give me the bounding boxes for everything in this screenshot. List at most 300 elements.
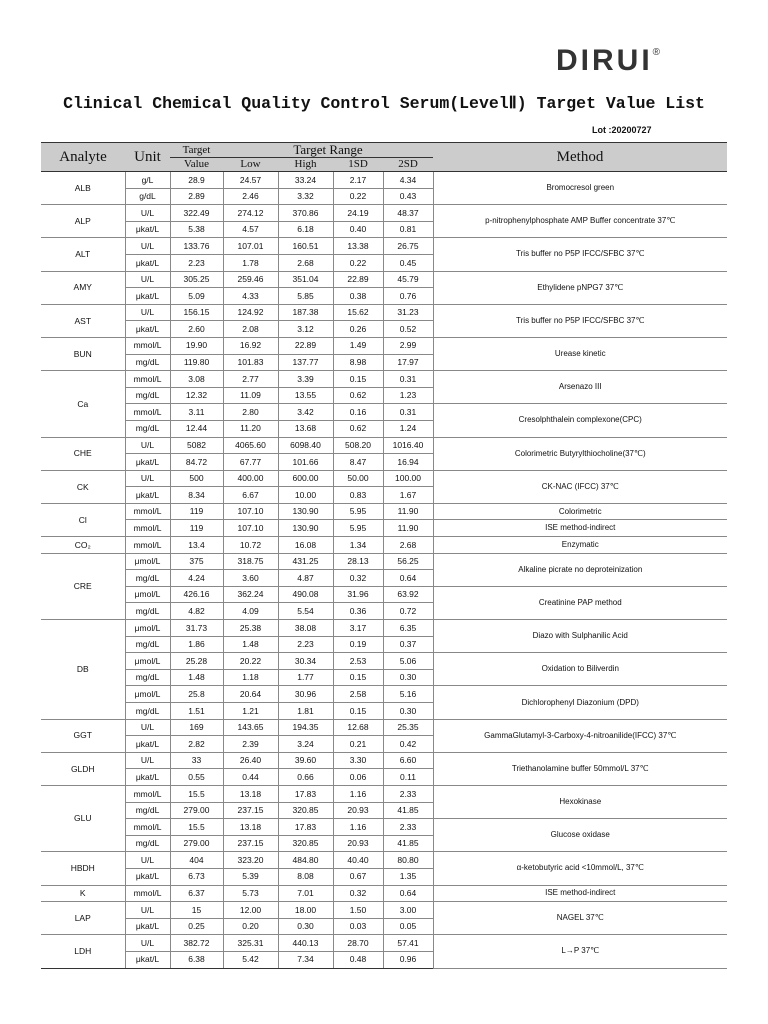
method-cell: NAGEL 37℃ bbox=[433, 902, 727, 935]
low-cell: 143.65 bbox=[223, 719, 278, 736]
unit-cell: U/L bbox=[125, 271, 170, 288]
sd2-cell: 2.68 bbox=[383, 537, 433, 554]
high-cell: 137.77 bbox=[278, 354, 333, 371]
unit-cell: μkat/L bbox=[125, 254, 170, 271]
sd2-cell: 1016.40 bbox=[383, 437, 433, 454]
target-value-cell: 119 bbox=[170, 520, 223, 537]
header-1sd: 1SD bbox=[333, 158, 383, 172]
sd1-cell: 13.38 bbox=[333, 238, 383, 255]
target-value-cell: 6.37 bbox=[170, 885, 223, 902]
sd1-cell: 0.16 bbox=[333, 404, 383, 421]
low-cell: 3.60 bbox=[223, 570, 278, 587]
high-cell: 6098.40 bbox=[278, 437, 333, 454]
analyte-cell: CRE bbox=[41, 553, 125, 619]
low-cell: 11.20 bbox=[223, 420, 278, 437]
table-row bbox=[41, 404, 727, 421]
low-cell: 4.33 bbox=[223, 288, 278, 305]
table-row bbox=[41, 371, 727, 388]
method-cell: Dichlorophenyl Diazonium (DPD) bbox=[433, 686, 727, 719]
low-cell: 67.77 bbox=[223, 454, 278, 471]
unit-cell: mmol/L bbox=[125, 337, 170, 354]
target-value-cell: 3.11 bbox=[170, 404, 223, 421]
sd1-cell: 24.19 bbox=[333, 205, 383, 222]
high-cell: 2.23 bbox=[278, 636, 333, 653]
header-target-line2: Value bbox=[170, 158, 223, 172]
method-cell: Colorimetric Butyrylthiocholine(37℃) bbox=[433, 437, 727, 470]
unit-cell: mg/dL bbox=[125, 603, 170, 620]
analyte-cell: ALT bbox=[41, 238, 125, 271]
method-cell: p-nitrophenylphosphate AMP Buffer concentrate 37℃ bbox=[433, 205, 727, 238]
table-row bbox=[41, 785, 727, 802]
low-cell: 11.09 bbox=[223, 387, 278, 404]
low-cell: 2.39 bbox=[223, 736, 278, 753]
table-row bbox=[41, 902, 727, 919]
sd1-cell: 0.03 bbox=[333, 918, 383, 935]
target-value-cell: 0.25 bbox=[170, 918, 223, 935]
method-cell: Hexokinase bbox=[433, 785, 727, 818]
high-cell: 490.08 bbox=[278, 586, 333, 603]
sd1-cell: 5.95 bbox=[333, 503, 383, 520]
sd2-cell: 1.35 bbox=[383, 868, 433, 885]
sd2-cell: 16.94 bbox=[383, 454, 433, 471]
target-value-cell: 382.72 bbox=[170, 935, 223, 952]
unit-cell: μkat/L bbox=[125, 918, 170, 935]
method-cell: Urease kinetic bbox=[433, 337, 727, 370]
high-cell: 101.66 bbox=[278, 454, 333, 471]
target-value-cell: 375 bbox=[170, 553, 223, 570]
high-cell: 38.08 bbox=[278, 620, 333, 637]
sd1-cell: 0.15 bbox=[333, 703, 383, 720]
sd2-cell: 26.75 bbox=[383, 238, 433, 255]
low-cell: 1.48 bbox=[223, 636, 278, 653]
sd1-cell: 0.48 bbox=[333, 951, 383, 968]
high-cell: 1.77 bbox=[278, 669, 333, 686]
header-analyte: Analyte bbox=[41, 143, 125, 172]
sd2-cell: 41.85 bbox=[383, 802, 433, 819]
sd1-cell: 0.36 bbox=[333, 603, 383, 620]
high-cell: 5.85 bbox=[278, 288, 333, 305]
method-cell: α-ketobutyric acid <10mmol/L, 37℃ bbox=[433, 852, 727, 885]
sd2-cell: 41.85 bbox=[383, 835, 433, 852]
low-cell: 13.18 bbox=[223, 785, 278, 802]
target-value-cell: 279.00 bbox=[170, 802, 223, 819]
sd2-cell: 4.34 bbox=[383, 172, 433, 189]
sd2-cell: 45.79 bbox=[383, 271, 433, 288]
sd1-cell: 0.38 bbox=[333, 288, 383, 305]
target-value-cell: 25.8 bbox=[170, 686, 223, 703]
header-target-range: Target Range bbox=[223, 143, 433, 158]
unit-cell: U/L bbox=[125, 437, 170, 454]
sd1-cell: 3.30 bbox=[333, 752, 383, 769]
unit-cell: g/dL bbox=[125, 188, 170, 205]
unit-cell: mmol/L bbox=[125, 537, 170, 554]
unit-cell: μmol/L bbox=[125, 553, 170, 570]
target-value-cell: 8.34 bbox=[170, 487, 223, 504]
sd1-cell: 1.34 bbox=[333, 537, 383, 554]
unit-cell: μmol/L bbox=[125, 653, 170, 670]
high-cell: 6.18 bbox=[278, 221, 333, 238]
unit-cell: mg/dL bbox=[125, 387, 170, 404]
low-cell: 400.00 bbox=[223, 470, 278, 487]
method-cell: Tris buffer no P5P IFCC/SFBC 37℃ bbox=[433, 238, 727, 271]
sd1-cell: 0.26 bbox=[333, 321, 383, 338]
high-cell: 13.68 bbox=[278, 420, 333, 437]
high-cell: 8.08 bbox=[278, 868, 333, 885]
sd2-cell: 25.35 bbox=[383, 719, 433, 736]
sd1-cell: 0.22 bbox=[333, 188, 383, 205]
sd2-cell: 0.37 bbox=[383, 636, 433, 653]
target-value-cell: 19.90 bbox=[170, 337, 223, 354]
high-cell: 13.55 bbox=[278, 387, 333, 404]
low-cell: 0.44 bbox=[223, 769, 278, 786]
high-cell: 0.66 bbox=[278, 769, 333, 786]
low-cell: 26.40 bbox=[223, 752, 278, 769]
low-cell: 20.22 bbox=[223, 653, 278, 670]
unit-cell: mg/dL bbox=[125, 354, 170, 371]
low-cell: 318.75 bbox=[223, 553, 278, 570]
high-cell: 3.42 bbox=[278, 404, 333, 421]
sd1-cell: 0.83 bbox=[333, 487, 383, 504]
unit-cell: μkat/L bbox=[125, 487, 170, 504]
registered-mark: ® bbox=[652, 47, 661, 58]
sd1-cell: 28.13 bbox=[333, 553, 383, 570]
low-cell: 2.08 bbox=[223, 321, 278, 338]
sd1-cell: 0.21 bbox=[333, 736, 383, 753]
analyte-cell: HBDH bbox=[41, 852, 125, 885]
unit-cell: mmol/L bbox=[125, 520, 170, 537]
sd2-cell: 2.33 bbox=[383, 785, 433, 802]
high-cell: 17.83 bbox=[278, 819, 333, 836]
sd1-cell: 1.50 bbox=[333, 902, 383, 919]
target-value-cell: 1.86 bbox=[170, 636, 223, 653]
unit-cell: U/L bbox=[125, 304, 170, 321]
target-value-cell: 404 bbox=[170, 852, 223, 869]
high-cell: 3.39 bbox=[278, 371, 333, 388]
sd2-cell: 63.92 bbox=[383, 586, 433, 603]
unit-cell: mg/dL bbox=[125, 802, 170, 819]
sd1-cell: 5.95 bbox=[333, 520, 383, 537]
unit-cell: U/L bbox=[125, 238, 170, 255]
low-cell: 5.42 bbox=[223, 951, 278, 968]
high-cell: 3.24 bbox=[278, 736, 333, 753]
target-value-cell: 15.5 bbox=[170, 819, 223, 836]
table-row bbox=[41, 586, 727, 603]
method-cell: Triethanolamine buffer 50mmol/L 37℃ bbox=[433, 752, 727, 785]
sd1-cell: 0.19 bbox=[333, 636, 383, 653]
target-value-cell: 12.44 bbox=[170, 420, 223, 437]
unit-cell: μkat/L bbox=[125, 769, 170, 786]
high-cell: 16.08 bbox=[278, 537, 333, 554]
sd2-cell: 0.64 bbox=[383, 885, 433, 902]
target-value-cell: 2.60 bbox=[170, 321, 223, 338]
high-cell: 2.68 bbox=[278, 254, 333, 271]
method-cell: GammaGlutamyl-3-Carboxy-4-nitroanilide(IFCC) 37℃ bbox=[433, 719, 727, 752]
low-cell: 5.39 bbox=[223, 868, 278, 885]
sd2-cell: 11.90 bbox=[383, 503, 433, 520]
sd2-cell: 1.24 bbox=[383, 420, 433, 437]
sd1-cell: 0.32 bbox=[333, 570, 383, 587]
sd2-cell: 1.67 bbox=[383, 487, 433, 504]
table-row bbox=[41, 885, 727, 902]
sd1-cell: 20.93 bbox=[333, 835, 383, 852]
target-value-cell: 305.25 bbox=[170, 271, 223, 288]
low-cell: 1.18 bbox=[223, 669, 278, 686]
high-cell: 7.01 bbox=[278, 885, 333, 902]
method-cell: Ethylidene pNPG7 37℃ bbox=[433, 271, 727, 304]
target-value-cell: 31.73 bbox=[170, 620, 223, 637]
analyte-cell: GLDH bbox=[41, 752, 125, 785]
low-cell: 1.21 bbox=[223, 703, 278, 720]
sd1-cell: 31.96 bbox=[333, 586, 383, 603]
header-low: Low bbox=[223, 158, 278, 172]
sd1-cell: 1.16 bbox=[333, 819, 383, 836]
lot-number: Lot :20200727 bbox=[592, 125, 652, 135]
method-cell: Oxidation to Biliverdin bbox=[433, 653, 727, 686]
sd2-cell: 0.42 bbox=[383, 736, 433, 753]
low-cell: 237.15 bbox=[223, 835, 278, 852]
sd1-cell: 0.15 bbox=[333, 669, 383, 686]
low-cell: 2.80 bbox=[223, 404, 278, 421]
analyte-cell: GGT bbox=[41, 719, 125, 752]
table-row bbox=[41, 553, 727, 570]
low-cell: 0.20 bbox=[223, 918, 278, 935]
target-value-cell: 5.09 bbox=[170, 288, 223, 305]
header-target-line1: Target bbox=[170, 143, 223, 158]
method-cell: ISE method-indirect bbox=[433, 885, 727, 902]
high-cell: 3.32 bbox=[278, 188, 333, 205]
unit-cell: mmol/L bbox=[125, 785, 170, 802]
table-row bbox=[41, 719, 727, 736]
high-cell: 39.60 bbox=[278, 752, 333, 769]
header-row-1 bbox=[41, 143, 727, 158]
sd2-cell: 5.16 bbox=[383, 686, 433, 703]
low-cell: 325.31 bbox=[223, 935, 278, 952]
table-row bbox=[41, 520, 727, 537]
high-cell: 320.85 bbox=[278, 835, 333, 852]
low-cell: 16.92 bbox=[223, 337, 278, 354]
target-value-cell: 33 bbox=[170, 752, 223, 769]
target-value-cell: 169 bbox=[170, 719, 223, 736]
unit-cell: mmol/L bbox=[125, 885, 170, 902]
sd1-cell: 20.93 bbox=[333, 802, 383, 819]
analyte-cell: AMY bbox=[41, 271, 125, 304]
high-cell: 3.12 bbox=[278, 321, 333, 338]
sd2-cell: 56.25 bbox=[383, 553, 433, 570]
method-cell: Creatinine PAP method bbox=[433, 586, 727, 619]
target-value-cell: 2.82 bbox=[170, 736, 223, 753]
table-row bbox=[41, 205, 727, 222]
target-value-cell: 25.28 bbox=[170, 653, 223, 670]
low-cell: 24.57 bbox=[223, 172, 278, 189]
target-value-cell: 12.32 bbox=[170, 387, 223, 404]
high-cell: 600.00 bbox=[278, 470, 333, 487]
analyte-cell: LAP bbox=[41, 902, 125, 935]
high-cell: 30.96 bbox=[278, 686, 333, 703]
low-cell: 2.46 bbox=[223, 188, 278, 205]
low-cell: 6.67 bbox=[223, 487, 278, 504]
sd2-cell: 0.81 bbox=[383, 221, 433, 238]
table-row bbox=[41, 819, 727, 836]
unit-cell: mmol/L bbox=[125, 404, 170, 421]
high-cell: 484.80 bbox=[278, 852, 333, 869]
sd1-cell: 1.49 bbox=[333, 337, 383, 354]
target-value-cell: 6.38 bbox=[170, 951, 223, 968]
unit-cell: mg/dL bbox=[125, 835, 170, 852]
high-cell: 22.89 bbox=[278, 337, 333, 354]
sd2-cell: 0.05 bbox=[383, 918, 433, 935]
sd2-cell: 31.23 bbox=[383, 304, 433, 321]
analyte-cell: DB bbox=[41, 620, 125, 720]
method-cell: Colorimetric bbox=[433, 503, 727, 520]
sd2-cell: 0.72 bbox=[383, 603, 433, 620]
target-value-cell: 279.00 bbox=[170, 835, 223, 852]
target-value-cell: 2.89 bbox=[170, 188, 223, 205]
sd2-cell: 6.35 bbox=[383, 620, 433, 637]
sd2-cell: 11.90 bbox=[383, 520, 433, 537]
sd2-cell: 0.11 bbox=[383, 769, 433, 786]
target-value-cell: 84.72 bbox=[170, 454, 223, 471]
sd2-cell: 17.97 bbox=[383, 354, 433, 371]
target-value-cell: 5.38 bbox=[170, 221, 223, 238]
unit-cell: μmol/L bbox=[125, 586, 170, 603]
sd2-cell: 48.37 bbox=[383, 205, 433, 222]
analyte-cell: K bbox=[41, 885, 125, 902]
table-row bbox=[41, 752, 727, 769]
low-cell: 124.92 bbox=[223, 304, 278, 321]
table-row bbox=[41, 653, 727, 670]
sd1-cell: 8.98 bbox=[333, 354, 383, 371]
header-2sd: 2SD bbox=[383, 158, 433, 172]
method-cell: Tris buffer no P5P IFCC/SFBC 37℃ bbox=[433, 304, 727, 337]
sd1-cell: 12.68 bbox=[333, 719, 383, 736]
sd1-cell: 0.40 bbox=[333, 221, 383, 238]
unit-cell: mg/dL bbox=[125, 703, 170, 720]
sd1-cell: 15.62 bbox=[333, 304, 383, 321]
unit-cell: U/L bbox=[125, 752, 170, 769]
target-value-cell: 13.4 bbox=[170, 537, 223, 554]
sd1-cell: 508.20 bbox=[333, 437, 383, 454]
method-cell: Diazo with Sulphanilic Acid bbox=[433, 620, 727, 653]
unit-cell: μmol/L bbox=[125, 620, 170, 637]
sd1-cell: 22.89 bbox=[333, 271, 383, 288]
target-value-cell: 5082 bbox=[170, 437, 223, 454]
low-cell: 274.12 bbox=[223, 205, 278, 222]
table-row bbox=[41, 686, 727, 703]
target-value-cell: 156.15 bbox=[170, 304, 223, 321]
high-cell: 130.90 bbox=[278, 503, 333, 520]
table-row bbox=[41, 437, 727, 454]
header-method: Method bbox=[433, 143, 727, 172]
unit-cell: μkat/L bbox=[125, 454, 170, 471]
sd1-cell: 1.16 bbox=[333, 785, 383, 802]
unit-cell: U/L bbox=[125, 205, 170, 222]
high-cell: 194.35 bbox=[278, 719, 333, 736]
sd1-cell: 40.40 bbox=[333, 852, 383, 869]
analyte-cell: CHE bbox=[41, 437, 125, 470]
unit-cell: U/L bbox=[125, 470, 170, 487]
analyte-cell: CO₂ bbox=[41, 537, 125, 554]
low-cell: 20.64 bbox=[223, 686, 278, 703]
dirui-logo bbox=[556, 44, 660, 78]
target-value-cell: 6.73 bbox=[170, 868, 223, 885]
unit-cell: μkat/L bbox=[125, 951, 170, 968]
unit-cell: mg/dL bbox=[125, 636, 170, 653]
analyte-cell: CK bbox=[41, 470, 125, 503]
target-value-cell: 3.08 bbox=[170, 371, 223, 388]
sd2-cell: 0.31 bbox=[383, 371, 433, 388]
high-cell: 17.83 bbox=[278, 785, 333, 802]
table-row bbox=[41, 172, 727, 189]
analyte-cell: LDH bbox=[41, 935, 125, 968]
low-cell: 13.18 bbox=[223, 819, 278, 836]
analyte-cell: ALB bbox=[41, 172, 125, 205]
target-value-cell: 119 bbox=[170, 503, 223, 520]
sd1-cell: 0.62 bbox=[333, 420, 383, 437]
sd2-cell: 0.52 bbox=[383, 321, 433, 338]
method-cell: ISE method-indirect bbox=[433, 520, 727, 537]
analyte-cell: Cl bbox=[41, 503, 125, 536]
table-row bbox=[41, 470, 727, 487]
sd2-cell: 0.96 bbox=[383, 951, 433, 968]
method-cell: Enzymatic bbox=[433, 537, 727, 554]
low-cell: 362.24 bbox=[223, 586, 278, 603]
target-value-cell: 15.5 bbox=[170, 785, 223, 802]
low-cell: 10.72 bbox=[223, 537, 278, 554]
sd2-cell: 0.30 bbox=[383, 669, 433, 686]
high-cell: 18.00 bbox=[278, 902, 333, 919]
method-cell: Arsenazo III bbox=[433, 371, 727, 404]
low-cell: 107.10 bbox=[223, 503, 278, 520]
sd1-cell: 2.58 bbox=[333, 686, 383, 703]
table-body bbox=[41, 172, 727, 969]
unit-cell: μkat/L bbox=[125, 221, 170, 238]
unit-cell: μkat/L bbox=[125, 321, 170, 338]
analyte-cell: BUN bbox=[41, 337, 125, 370]
high-cell: 10.00 bbox=[278, 487, 333, 504]
sd1-cell: 0.62 bbox=[333, 387, 383, 404]
high-cell: 4.87 bbox=[278, 570, 333, 587]
header-high: High bbox=[278, 158, 333, 172]
target-value-cell: 4.24 bbox=[170, 570, 223, 587]
target-value-cell: 119.80 bbox=[170, 354, 223, 371]
unit-cell: μkat/L bbox=[125, 288, 170, 305]
unit-cell: μmol/L bbox=[125, 686, 170, 703]
method-cell: Bromocresol green bbox=[433, 172, 727, 205]
table-row bbox=[41, 503, 727, 520]
analyte-cell: ALP bbox=[41, 205, 125, 238]
table-row bbox=[41, 304, 727, 321]
sd1-cell: 0.32 bbox=[333, 885, 383, 902]
unit-cell: U/L bbox=[125, 852, 170, 869]
sd1-cell: 2.17 bbox=[333, 172, 383, 189]
high-cell: 187.38 bbox=[278, 304, 333, 321]
method-cell: Cresolphthalein complexone(CPC) bbox=[433, 404, 727, 437]
table-row bbox=[41, 852, 727, 869]
high-cell: 0.30 bbox=[278, 918, 333, 935]
sd1-cell: 0.67 bbox=[333, 868, 383, 885]
sd2-cell: 5.06 bbox=[383, 653, 433, 670]
low-cell: 1.78 bbox=[223, 254, 278, 271]
method-cell: L→P 37℃ bbox=[433, 935, 727, 968]
sd1-cell: 50.00 bbox=[333, 470, 383, 487]
low-cell: 323.20 bbox=[223, 852, 278, 869]
sd1-cell: 0.22 bbox=[333, 254, 383, 271]
high-cell: 33.24 bbox=[278, 172, 333, 189]
sd1-cell: 0.06 bbox=[333, 769, 383, 786]
target-value-cell: 15 bbox=[170, 902, 223, 919]
low-cell: 107.10 bbox=[223, 520, 278, 537]
analyte-cell: Ca bbox=[41, 371, 125, 437]
